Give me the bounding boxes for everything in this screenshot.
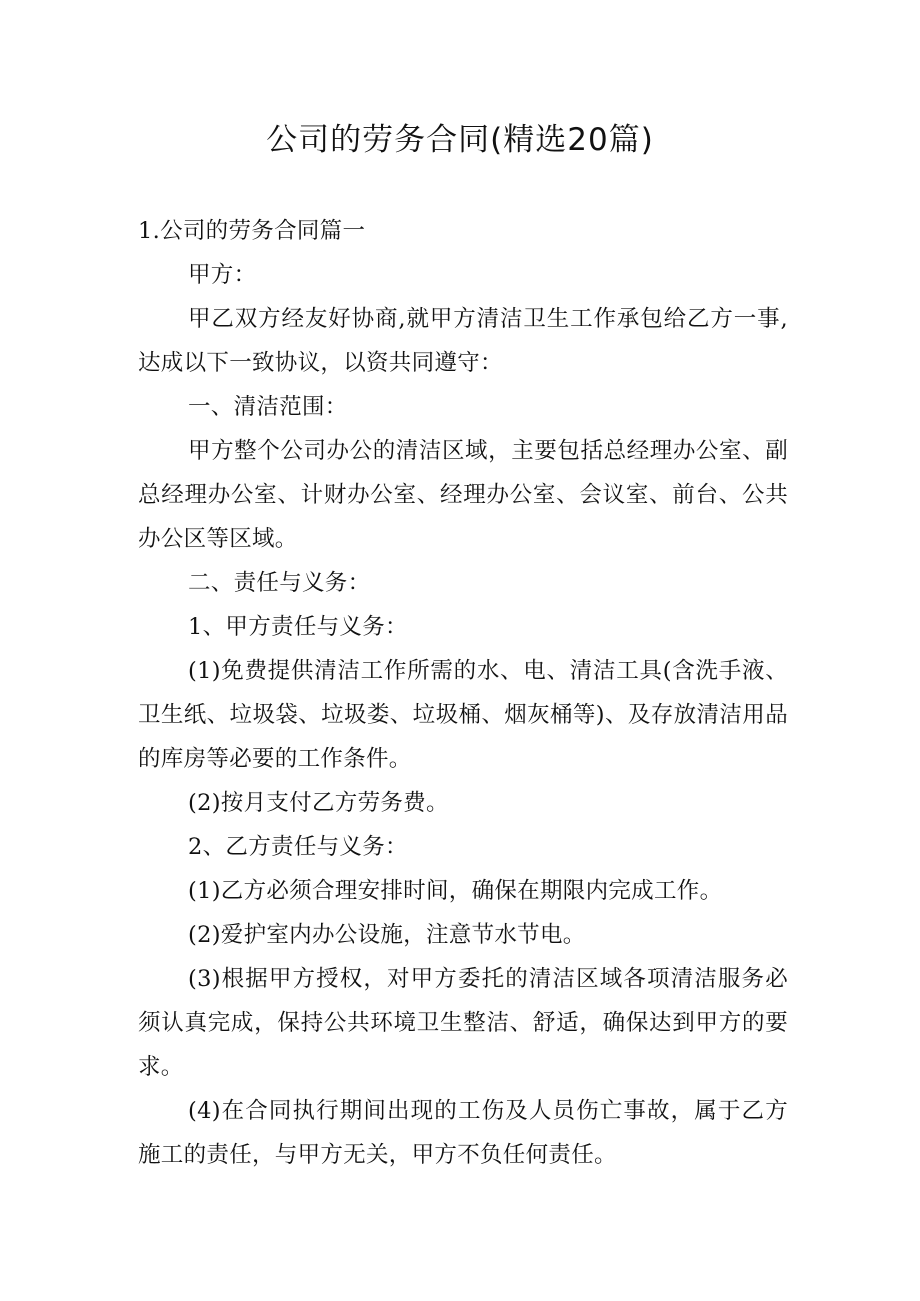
paragraph-party-a-duty-1: (1)免费提供清洁工作所需的水、电、清洁工具(含洗手液、卫生纸、垃圾袋、垃圾娄、垃圾桶、烟灰桶等)、及存放清洁用品的库房等必要的工作条件。 xyxy=(138,658,788,772)
paragraph-party-b-duty-3: (3)根据甲方授权，对甲方委托的清洁区域各项清洁服务必须认真完成，保持公共环境卫生整洁、舒适，确保达到甲方的要求。 xyxy=(138,966,788,1080)
document-body xyxy=(138,209,788,1177)
paragraph-party-a: 甲方： xyxy=(188,262,257,288)
paragraph-party-a-duties: 1、甲方责任与义务： xyxy=(188,614,408,640)
paragraph-party-a-duty-2: (2)按月支付乙方劳务费。 xyxy=(188,790,449,816)
paragraph-duties-heading: 二、责任与义务： xyxy=(188,570,371,596)
paragraph-party-b-duty-4: (4)在合同执行期间出现的工伤及人员伤亡事故，属于乙方施工的责任，与甲方无关，甲方不负任何责任。 xyxy=(138,1098,788,1168)
paragraph-party-b-duty-2: (2)爱护室内办公设施，注意节水节电。 xyxy=(188,922,586,948)
document-title: 公司的劳务合同(精选20篇) xyxy=(266,122,654,158)
paragraph-party-b-duties: 2、乙方责任与义务： xyxy=(188,834,408,860)
section-heading: 1.公司的劳务合同篇一 xyxy=(138,218,366,244)
paragraph-agreement-intro: 甲乙双方经友好协商,就甲方清洁卫生工作承包给乙方一事,达成以下一致协议，以资共同遵守： xyxy=(138,306,788,376)
paragraph-scope-heading: 一、清洁范围： xyxy=(188,394,348,420)
paragraph-scope-detail: 甲方整个公司办公的清洁区域，主要包括总经理办公室、副总经理办公室、计财办公室、经理办公室、会议室、前台、公共办公区等区域。 xyxy=(138,438,788,552)
paragraph-party-b-duty-1: (1)乙方必须合理安排时间，确保在期限内完成工作。 xyxy=(188,878,723,904)
